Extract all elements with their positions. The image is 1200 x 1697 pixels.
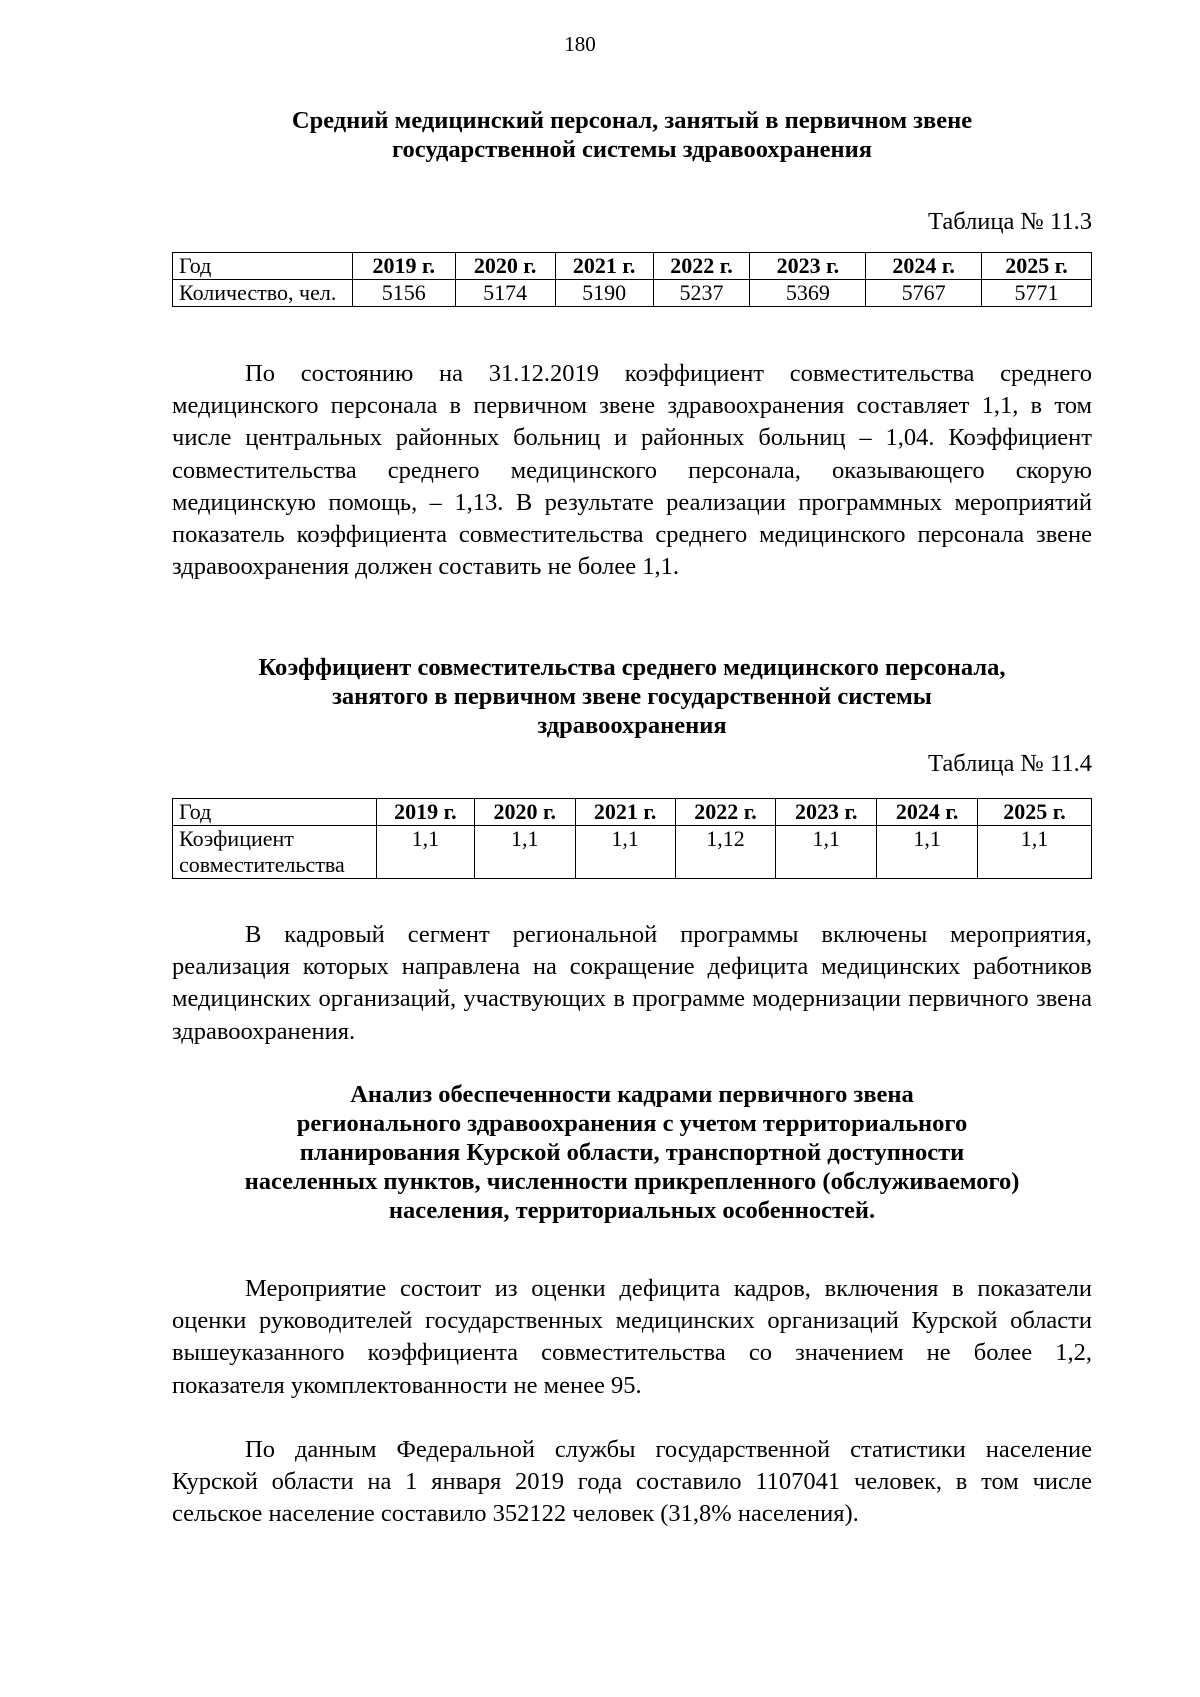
header-cell: 2025 г. bbox=[982, 253, 1092, 280]
table-header-row bbox=[173, 253, 1092, 280]
table-cell: 1,1 bbox=[877, 826, 978, 879]
table-cell: 1,1 bbox=[474, 826, 575, 879]
table-cell: 1,1 bbox=[376, 826, 474, 879]
table-label-11-3: Таблица № 11.3 bbox=[928, 208, 1092, 235]
table-11-3 bbox=[172, 252, 1092, 307]
header-cell: 2023 г. bbox=[750, 253, 866, 280]
table-11-4 bbox=[172, 798, 1092, 879]
table-cell: 5771 bbox=[982, 280, 1092, 307]
title-line: Средний медицинский персонал, занятый в первичном звене bbox=[291, 107, 973, 134]
paragraph-coefficient-status: По состоянию на 31.12.2019 коэффициент совместительства среднего медицинского персонала в первичном звене здравоохранения составляет 1,1, в том числе центральных районных больниц и районных больниц – 1,04. Коэффициент совместительства среднего медицинского персонала, оказывающего скорую медицинскую помощь, – 1,13. В результате реализации программных мероприятий показатель коэффициента совместительства среднего медицинского персонала звене здравоохранения должен составить не более 1,1. bbox=[172, 360, 1092, 581]
header-cell: 2022 г. bbox=[675, 799, 776, 826]
table-row bbox=[173, 280, 1092, 307]
header-cell: 2020 г. bbox=[455, 253, 555, 280]
title-line: населения, территориальных особенностей. bbox=[388, 1197, 876, 1224]
table-header-row bbox=[173, 799, 1092, 826]
page-number: 180 bbox=[564, 32, 596, 56]
paragraph-measure-description: Мероприятие состоит из оценки дефицита кадров, включения в показатели оценки руководителей государственных медицинских организаций Курской области вышеуказанного коэффициента совместительства со значением не более 1,2, показателя укомплектованности не менее 95. bbox=[172, 1275, 1092, 1399]
title-line: Коэффициент совместительства среднего медицинского персонала, bbox=[258, 654, 1006, 681]
header-cell: Год bbox=[173, 799, 377, 826]
section-title-coefficient bbox=[172, 653, 1092, 740]
title-line: регионального здравоохранения с учетом территориального bbox=[296, 1110, 968, 1137]
header-cell: 2019 г. bbox=[352, 253, 455, 280]
section-title-medical-staff bbox=[172, 106, 1092, 164]
header-cell: 2021 г. bbox=[555, 253, 653, 280]
title-line: планирования Курской области, транспортной доступности bbox=[299, 1139, 965, 1166]
title-line: государственной системы здравоохранения bbox=[392, 136, 872, 163]
header-cell: 2020 г. bbox=[474, 799, 575, 826]
header-cell: 2023 г. bbox=[776, 799, 877, 826]
table-cell: 5369 bbox=[750, 280, 866, 307]
row-label-cell: Коэфициент совместительства bbox=[173, 826, 377, 879]
table-cell: 5190 bbox=[555, 280, 653, 307]
table-label-11-4: Таблица № 11.4 bbox=[928, 750, 1092, 777]
table-cell: 1,12 bbox=[675, 826, 776, 879]
header-cell: 2025 г. bbox=[978, 799, 1092, 826]
title-line: здравоохранения bbox=[537, 712, 727, 739]
title-line: Анализ обеспеченности кадрами первичного звена bbox=[350, 1081, 914, 1108]
table-cell: 5156 bbox=[352, 280, 455, 307]
title-line: занятого в первичном звене государственной системы bbox=[332, 683, 932, 710]
header-cell: Год bbox=[173, 253, 353, 280]
header-cell: 2021 г. bbox=[575, 799, 675, 826]
title-line: населенных пунктов, численности прикрепленного (обслуживаемого) bbox=[244, 1168, 1020, 1195]
header-cell: 2024 г. bbox=[866, 253, 982, 280]
header-cell: 2022 г. bbox=[653, 253, 750, 280]
paragraph-population-stats: По данным Федеральной службы государственной статистики население Курской области на 1 января 2019 года составило 1107041 человек, в том числе сельское население составило 352122 человек (31,8% населения). bbox=[172, 1436, 1092, 1528]
table-cell: 1,1 bbox=[978, 826, 1092, 879]
row-label-cell: Количество, чел. bbox=[173, 280, 353, 307]
header-cell: 2024 г. bbox=[877, 799, 978, 826]
table-cell: 1,1 bbox=[776, 826, 877, 879]
table-cell: 5237 bbox=[653, 280, 750, 307]
table-row bbox=[173, 826, 1092, 879]
table-cell: 1,1 bbox=[575, 826, 675, 879]
header-cell: 2019 г. bbox=[376, 799, 474, 826]
section-title-staffing-analysis bbox=[172, 1080, 1092, 1225]
table-cell: 5767 bbox=[866, 280, 982, 307]
paragraph-staffing-segment: В кадровый сегмент региональной программы включены мероприятия, реализация которых направлена на сокращение дефицита медицинских работников медицинских организаций, участвующих в программе модернизации первичного звена здравоохранения. bbox=[172, 921, 1092, 1045]
table-cell: 5174 bbox=[455, 280, 555, 307]
